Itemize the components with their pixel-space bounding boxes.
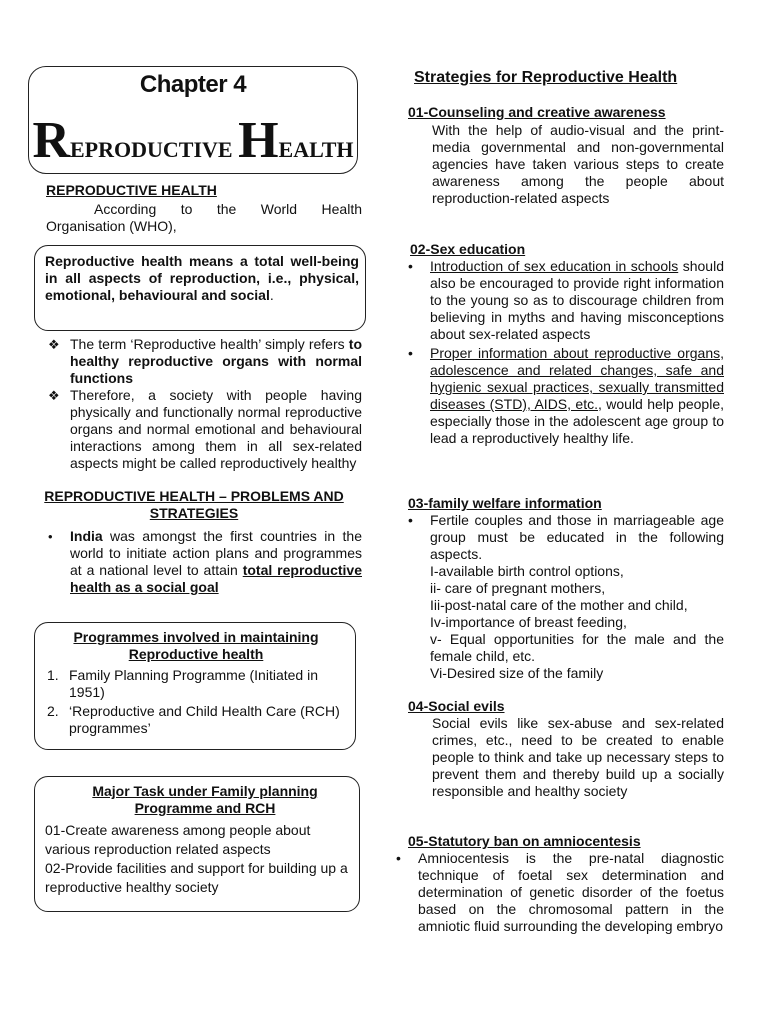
definition-text: Reproductive health means a total well-being in all aspects of reproduction, i.e., physical, emotional, behavioural and social. bbox=[45, 253, 359, 303]
programmes-heading: Programmes involved in maintaining Reproductive health bbox=[73, 629, 319, 662]
rh-bullets bbox=[46, 336, 362, 472]
dot-bullet-icon: • bbox=[408, 345, 413, 361]
india-list bbox=[46, 528, 362, 596]
diamond-bullet-icon: ❖ bbox=[48, 388, 60, 403]
chapter-title: REPRODUCTIVE HEALTH bbox=[32, 112, 354, 169]
dot-bullet-icon: • bbox=[408, 258, 413, 274]
diamond-bullet-icon: ❖ bbox=[48, 337, 60, 352]
list-item: 2. ‘Reproductive and Child Health Care (RCH) programmes’ bbox=[47, 703, 340, 736]
tasks-text bbox=[45, 821, 357, 897]
list-item: • India was amongst the first countries in the world to initiate action plans and programmes at a national level to attain total reproductive health as a social goal bbox=[48, 528, 362, 595]
tasks-heading: Major Task under Family planning Programme and RCH bbox=[92, 783, 318, 816]
rh-heading: REPRODUCTIVE HEALTH bbox=[46, 182, 217, 198]
problems-heading: REPRODUCTIVE HEALTH – PROBLEMS AND STRATEGIES bbox=[44, 488, 344, 521]
s2-heading: 02-Sex education bbox=[410, 241, 526, 257]
tasks-box bbox=[34, 776, 360, 912]
dot-bullet-icon: • bbox=[48, 529, 53, 544]
s5-list bbox=[392, 850, 724, 935]
list-item: • Introduction of sex education in schools should also be encouraged to provide right information to the young so as to discourage children from believing in myths and having misconceptions about sex-related aspects bbox=[408, 258, 724, 342]
list-item: 02-Provide facilities and support for building up a reproductive healthy society bbox=[45, 860, 348, 895]
chapter-title-box bbox=[28, 66, 358, 174]
list-item: • Proper information about reproductive organs, adolescence and related changes, safe and hygienic sexual practices, sexually transmitted diseases (STD), AIDS, etc., would help people, especially those in the adolescent age group to lead a reproductively healthy life. bbox=[408, 345, 724, 446]
s4-text: Social evils like sex-abuse and sex-related crimes, etc., need to be created to enable people to think and take up necessary steps to prevent them and thereby build up a socially responsible and healthy society bbox=[432, 715, 724, 799]
dot-bullet-icon: • bbox=[396, 850, 401, 866]
programmes-box bbox=[34, 622, 356, 750]
chapter-label: Chapter 4 bbox=[139, 71, 247, 98]
list-item: • Amniocentesis is the pre-natal diagnostic technique of foetal sex determination and determination of genetic disorder of the foetus based on the chromosomal pattern in the amniotic fluid surrounding the developing embryo bbox=[396, 850, 724, 934]
list-item: 01-Create awareness among people about various reproduction related aspects bbox=[45, 822, 311, 857]
definition-box bbox=[34, 245, 366, 331]
programmes-list bbox=[45, 667, 351, 737]
list-item: ❖ Therefore, a society with people having physically and functionally normal reproductive organs and normal emotional and behavioural interactions among them in all sex-related aspects might be called reproductively healthy bbox=[48, 387, 362, 471]
list-item: ❖ The term ‘Reproductive health’ simply refers to healthy reproductive organs with normal functions bbox=[48, 336, 362, 386]
rh-intro: According to the World Health Organisation (WHO), bbox=[46, 201, 362, 234]
s5-heading: 05-Statutory ban on amniocentesis bbox=[408, 833, 641, 849]
list-item: • Fertile couples and those in marriageable age group must be educated in the following aspects. I-available birth control options, ii- care of pregnant mothers, Iii-post-natal care of the mother and child, Iv-importance of breast feeding, v- Equal opportunities for the male and the female child, etc. Vi-Desired size of the family bbox=[408, 512, 724, 681]
list-item: 1. Family Planning Programme (Initiated in 1951) bbox=[47, 667, 318, 700]
s4-heading: 04-Social evils bbox=[408, 698, 505, 714]
s1-heading: 01-Counseling and creative awareness bbox=[408, 104, 666, 120]
s3-list bbox=[404, 512, 724, 682]
s2-list bbox=[404, 258, 724, 447]
dot-bullet-icon: • bbox=[408, 512, 413, 528]
s3-heading: 03-family welfare information bbox=[408, 495, 602, 511]
strategies-heading: Strategies for Reproductive Health bbox=[414, 69, 678, 86]
s1-text: With the help of audio-visual and the print-media governmental and non-governmental agencies have taken various steps to create awareness among the people about reproduction-related aspects bbox=[432, 122, 724, 206]
